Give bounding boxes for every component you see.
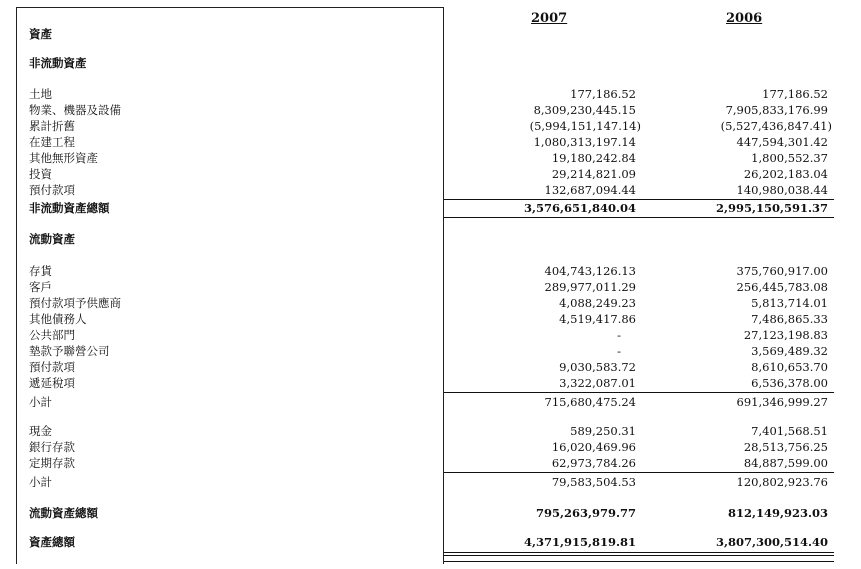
row-label: 銀行存款 [29,440,75,454]
value-2006: 7,401,568.51 [751,424,828,438]
divider [444,392,834,393]
row-label: 其他債務人 [29,312,87,326]
current-heading: 流動資產 [29,232,75,246]
value-2006: 7,905,833,176.99 [725,103,828,117]
divider [444,217,834,218]
row-label: 客戶 [29,280,52,294]
assets-heading: 資產 [29,27,52,41]
value-2006: 3,807,300,514.40 [715,535,828,549]
value-2006: 8,610,653.70 [751,360,828,374]
value-2006: 3,569,489.32 [751,344,828,358]
value-2006: 140,980,038.44 [736,183,828,197]
double-underline [444,552,834,556]
value-2006: 5,813,714.01 [751,296,828,310]
value-2006: 1,800,552.37 [751,151,828,165]
row-label: 資產總額 [29,535,75,549]
value-2006: 812,149,923.03 [727,506,828,520]
value-2007: 16,020,469.96 [551,440,636,454]
year-header-2006: 2006 [726,11,763,26]
row-label: 遞延稅項 [29,376,75,390]
value-2007: 3,322,087.01 [559,376,636,390]
table-row [0,375,861,391]
grand-total-row [0,534,861,550]
table-row [0,150,861,166]
row-label: 墊款予聯營公司 [29,344,110,358]
value-2006: 28,513,756.25 [743,440,828,454]
value-2006: 27,123,198.83 [743,328,828,342]
row-label: 預付款項 [29,183,75,197]
divider [444,472,834,473]
table-row [0,166,861,182]
value-2006: 2,995,150,591.37 [715,201,828,215]
value-2007: 9,030,583.72 [559,360,636,374]
value-2007: 404,743,126.13 [544,264,636,278]
non-current-heading: 非流動資產 [29,56,87,70]
value-2007: 795,263,979.77 [535,506,636,520]
divider [444,561,834,562]
value-2007: 132,687,094.44 [544,183,636,197]
value-2007: 3,576,651,840.04 [523,201,636,215]
subtotal-row [0,394,861,410]
table-row [0,423,861,439]
row-label: 小計 [29,395,52,409]
subtotal-row [0,474,861,490]
value-2007: 29,214,821.09 [551,167,636,181]
table-row [0,455,861,471]
row-label: 累計折舊 [29,119,75,133]
current-heading-row [0,231,861,247]
row-label: 定期存款 [29,456,75,470]
table-row [0,439,861,455]
value-2006: 120,802,923.76 [736,475,828,489]
value-2007: - [617,344,621,358]
table-row [0,118,861,134]
row-label: 在建工程 [29,135,75,149]
value-2006: 84,887,599.00 [743,456,828,470]
table-row [0,295,861,311]
value-2006: 256,445,783.08 [736,280,828,294]
row-label: 其他無形資產 [29,151,98,165]
value-2007: 177,186.52 [570,87,636,101]
table-row [0,343,861,359]
table-row [0,86,861,102]
value-2007: (5,994,151,147.14) [529,119,641,133]
row-label: 預付款項 [29,360,75,374]
current-total-row [0,505,861,521]
value-2006: 375,760,917.00 [736,264,828,278]
value-2007: 589,250.31 [570,424,636,438]
value-2006: (5,527,436,847.41) [720,119,832,133]
row-label: 物業、機器及設備 [29,103,121,117]
table-row [0,134,861,150]
table-row [0,263,861,279]
value-2007: 19,180,242.84 [551,151,636,165]
value-2006: 7,486,865.33 [751,312,828,326]
row-label: 預付款項予供應商 [29,296,121,310]
value-2007: 4,088,249.23 [559,296,636,310]
row-label: 流動資產總額 [29,506,98,520]
table-row [0,327,861,343]
value-2007: - [617,328,621,342]
value-2007: 1,080,313,197.14 [533,135,636,149]
value-2007: 79,583,504.53 [551,475,636,489]
non-current-heading-row [0,55,861,71]
row-label: 土地 [29,87,52,101]
assets-heading-row [0,26,861,42]
value-2006: 26,202,183.04 [743,167,828,181]
value-2006: 447,594,301.42 [736,135,828,149]
value-2007: 8,309,230,445.15 [533,103,636,117]
value-2007: 62,973,784.26 [551,456,636,470]
table-row [0,182,861,198]
value-2006: 691,346,999.27 [736,395,828,409]
non-current-total-row [0,200,861,216]
value-2006: 177,186.52 [762,87,828,101]
row-label: 存貨 [29,264,52,278]
row-label: 公共部門 [29,328,75,342]
value-2006: 6,536,378.00 [751,376,828,390]
value-2007: 4,371,915,819.81 [523,535,636,549]
row-label: 投資 [29,167,52,181]
row-label: 現金 [29,424,52,438]
value-2007: 289,977,011.29 [544,280,636,294]
row-label: 非流動資產總額 [29,201,110,215]
table-row [0,359,861,375]
value-2007: 4,519,417.86 [559,312,636,326]
table-row [0,311,861,327]
row-label: 小計 [29,475,52,489]
year-header-2007: 2007 [531,11,568,26]
table-row [0,279,861,295]
table-row [0,102,861,118]
value-2007: 715,680,475.24 [544,395,636,409]
